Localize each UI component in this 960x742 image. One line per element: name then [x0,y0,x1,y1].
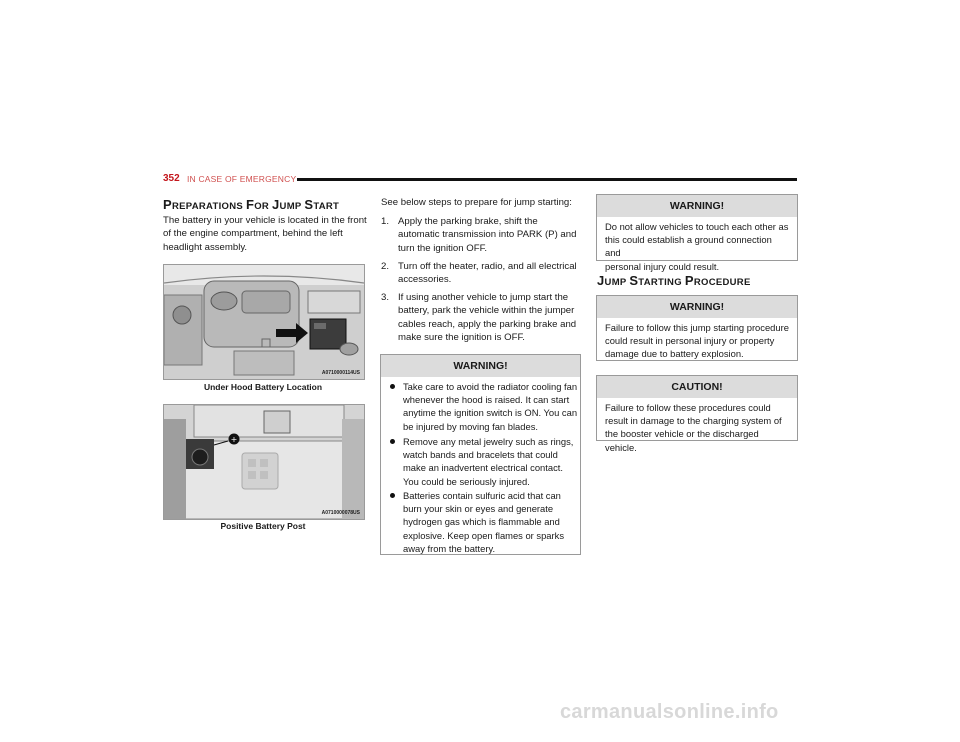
warning-box-fan-jewelry-acid [380,354,581,555]
text-line: watch bands and bracelets that could [403,449,558,461]
text-line: cables reach, apply the parking brake and [398,318,577,330]
text-line: of the engine compartment, behind the left [163,228,343,240]
under-hood-battery-image [163,264,365,380]
warning-heading: WARNING! [381,355,580,377]
text-line: be injured by moving fan blades. [403,420,538,432]
text-line: burn your skin or eyes and generate [403,503,554,515]
heading-part: TART [313,201,340,212]
text-line: Do not allow vehicles to touch each other as [605,221,789,232]
heading-part: REPARATIONS [171,201,246,212]
heading-part: P [163,197,172,212]
text-line: headlight assembly. [163,241,248,253]
text-line: Failure to follow these procedures could [605,402,771,413]
text-line: hydrogen gas which is flammable and [403,516,560,528]
bullet-icon [390,384,395,389]
heading-part: P [684,273,694,288]
heading-part: ROCEDURE [693,277,751,288]
text-line: battery, park the vehicle within the jumper [398,305,575,317]
battery-location-text [163,214,367,254]
text-line: could result in personal injury or property [605,335,775,347]
figure-code: A0710000078US [321,510,360,516]
heading-part: S [304,197,314,212]
heading-part: TARTING [638,277,685,288]
text-line: Failure to follow this jump starting procedure [605,322,789,333]
text-line: result in damage to the charging system of [605,415,782,427]
bullet-icon [390,439,395,444]
warning-box-explosion [596,295,798,361]
figure-code: A0710000114US [321,370,360,376]
warning-text [597,318,797,361]
text-line: Apply the parking brake, shift the [398,216,538,227]
watermark-link[interactable]: carmanualsonline.info [560,701,779,723]
preparations-heading [163,197,339,212]
caution-heading: CAUTION! [597,376,797,398]
text-line: away from the battery. [403,542,496,554]
warning-box-vehicles-touch [596,194,798,272]
text-line: make an inadvertent electrical contact. [403,462,563,474]
text-line: accessories. [398,274,452,286]
text-line: turn the ignition OFF. [398,242,488,254]
jump-starting-heading [597,273,751,288]
text-line: make sure the ignition is OFF. [398,332,525,344]
text-line: You could be seriously injured. [403,475,530,487]
warning-heading: WARNING! [597,195,797,217]
text-line: If using another vehicle to jump start the [398,292,569,303]
step-number: 2. [381,261,390,272]
figure-caption: Under Hood Battery Location [203,382,323,392]
header-rule [297,178,797,181]
text-line: whenever the hood is raised. It can start [403,394,570,406]
text-line: Remove any metal jewelry such as rings, [403,436,574,447]
heading-part: UMP [279,201,305,212]
text-line: Batteries contain sulfuric acid that can [403,490,561,501]
section-title: IN CASE OF EMERGENCY [187,174,297,184]
figure-caption: Positive Battery Post [220,521,306,531]
text-line: the booster vehicle or the discharged vehicle. [605,428,759,453]
text-line: explosive. Keep open flames or sparks [403,529,565,541]
heading-part: F [245,197,255,212]
svg-text:+: + [230,435,238,444]
heading-part: OR [254,201,273,212]
steps-intro: See below steps to prepare for jump starting: [381,197,572,208]
heading-part: J [272,197,280,212]
text-line: anytime the ignition switch is ON. You can [403,407,578,419]
step-number: 3. [381,292,390,303]
caution-text [597,398,797,454]
text-line: damage due to battery explosion. [605,348,744,360]
text-line: personal injury could result. [605,260,720,272]
caution-box-charging-system [596,375,798,453]
heading-part: S [629,273,639,288]
text-line: Take care to avoid the radiator cooling fan [403,381,578,392]
heading-part: J [597,273,605,288]
bullet-icon [390,493,395,498]
page-number: 352 [163,173,180,184]
step-number: 1. [381,216,390,227]
positive-battery-post-image [163,404,365,520]
text-line: this could establish a ground connection and [605,234,772,259]
text-line: The battery in your vehicle is located in the front [163,215,367,226]
text-line: automatic transmission into PARK (P) and [398,229,577,241]
warning-text [597,217,797,273]
heading-part: UMP [604,277,630,288]
text-line: Turn off the heater, radio, and all electrical [398,261,577,272]
warning-heading: WARNING! [597,296,797,318]
